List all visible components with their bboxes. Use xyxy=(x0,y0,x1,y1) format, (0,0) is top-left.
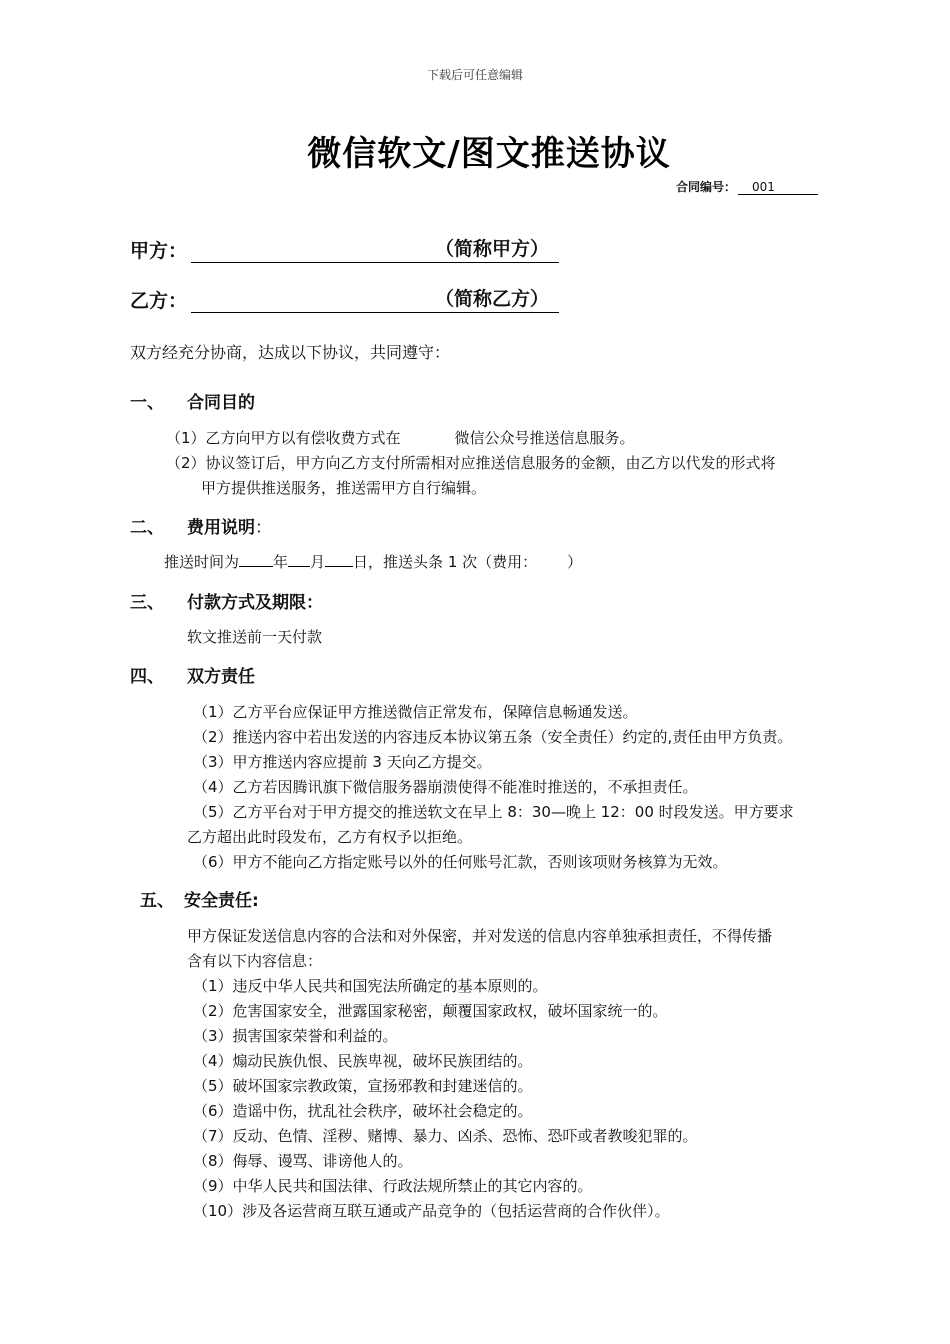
push-fee-close: ） xyxy=(567,553,583,571)
section-3-number: 三、 xyxy=(130,593,164,613)
section-4-heading xyxy=(130,662,255,687)
section-1-title: 合同目的 xyxy=(187,393,255,413)
section-5-number: 五、 xyxy=(140,891,174,911)
section-5-paragraph-line-1: 甲方保证发送信息内容的合法和对外保密，并对发送的信息内容单独承担责任，不得传播 xyxy=(187,927,773,945)
section-3-heading xyxy=(130,588,323,613)
party-a-label: 甲方： xyxy=(130,240,188,262)
section-4-item: （5）乙方平台对于甲方提交的推送软文在早上 8：30—晚上 12：00 时段发送。甲方要求 xyxy=(193,803,794,821)
intro-text: 双方经充分协商，达成以下协议，共同遵守： xyxy=(130,343,451,362)
section-5-item: （4）煽动民族仇恨、民族卑视，破坏民族团结的。 xyxy=(193,1052,533,1070)
push-time-line xyxy=(164,551,582,572)
payment-text: 软文推送前一天付款 xyxy=(187,628,323,646)
contract-number-label: 合同编号： xyxy=(676,180,737,194)
section-5-item: （7）反动、色情、淫秽、赌博、暴力、凶杀、恐怖、恐吓或者教唆犯罪的。 xyxy=(193,1127,698,1145)
section-1-item-1-b: 微信公众号推送信息服务。 xyxy=(454,429,635,447)
push-month-blank xyxy=(288,552,310,567)
section-4-title: 双方责任 xyxy=(187,667,255,687)
document-title: 微信软文/图文推送协议 xyxy=(307,134,671,174)
push-year-label: 年 xyxy=(273,553,289,571)
section-5-item: （1）违反中华人民共和国宪法所确定的基本原则的。 xyxy=(193,977,548,995)
section-5-item: （2）危害国家安全，泄露国家秘密，颠覆国家政权，破坏国家统一的。 xyxy=(193,1002,668,1020)
section-2-colon: ： xyxy=(255,518,272,538)
section-2-number: 二、 xyxy=(130,518,164,538)
contract-number xyxy=(676,178,818,195)
section-4-item-continuation: 乙方超出此时段发布，乙方有权予以拒绝。 xyxy=(187,828,473,846)
push-year-blank xyxy=(239,552,273,567)
section-1-item-2-line-1: （2）协议签订后，甲方向乙方支付所需相对应推送信息服务的金额，由乙方以代发的形式将 xyxy=(166,454,776,472)
section-5-item: （10）涉及各运营商互联互通或产品竞争的（包括运营商的合作伙伴）。 xyxy=(193,1202,670,1220)
section-4-item: （6）甲方不能向乙方指定账号以外的任何账号汇款，否则该项财务核算为无效。 xyxy=(193,853,728,871)
section-5-heading xyxy=(140,886,259,911)
push-day-and-fee: 日，推送头条 1 次（费用： xyxy=(353,553,538,571)
section-5-paragraph-line-2: 含有以下内容信息： xyxy=(187,952,323,970)
section-5-item: （3）损害国家荣誉和利益的。 xyxy=(193,1027,398,1045)
push-month-label: 月 xyxy=(310,553,326,571)
section-4-item: （3）甲方推送内容应提前 3 天向乙方提交。 xyxy=(193,753,492,771)
section-3-title: 付款方式及期限： xyxy=(187,593,323,613)
section-1-item-2-line-2: 甲方提供推送服务，推送需甲方自行编辑。 xyxy=(201,479,487,497)
party-b-label: 乙方： xyxy=(130,290,188,312)
party-b xyxy=(130,286,559,313)
section-1-item-1 xyxy=(166,427,635,448)
section-5-item: （6）造谣中伤，扰乱社会秩序，破坏社会稳定的。 xyxy=(193,1102,533,1120)
section-1-heading xyxy=(130,388,255,413)
section-5-item: （5）破坏国家宗教政策，宣扬邪教和封建迷信的。 xyxy=(193,1077,533,1095)
section-2-heading xyxy=(130,513,272,538)
section-4-item: （1）乙方平台应保证甲方推送微信正常发布，保障信息畅通发送。 xyxy=(193,703,638,721)
section-5-item: （8）侮辱、谩骂、诽谤他人的。 xyxy=(193,1152,413,1170)
section-1-number: 一、 xyxy=(130,393,164,413)
party-a-name-line xyxy=(191,236,559,263)
section-4-number: 四、 xyxy=(130,667,164,687)
section-1-item-1-a: （1）乙方向甲方以有偿收费方式在 xyxy=(166,429,401,447)
party-b-abbr: （简称乙方） xyxy=(435,288,550,310)
push-time-label: 推送时间为 xyxy=(164,553,240,571)
contract-number-value: 001 xyxy=(738,180,818,195)
section-4-item: （4）乙方若因腾讯旗下微信服务器崩溃使得不能准时推送的，不承担责任。 xyxy=(193,778,698,796)
section-4-item: （2）推送内容中若出发送的内容违反本协议第五条（安全责任）约定的,责任由甲方负责。 xyxy=(193,728,793,746)
push-day-blank xyxy=(325,552,353,567)
section-2-title: 费用说明 xyxy=(187,518,255,538)
party-a xyxy=(130,236,559,263)
section-5-title: 安全责任: xyxy=(184,891,259,911)
header-note: 下载后可任意编辑 xyxy=(426,68,523,82)
section-5-item: （9）中华人民共和国法律、行政法规所禁止的其它内容的。 xyxy=(193,1177,593,1195)
party-a-abbr: （简称甲方） xyxy=(435,238,550,260)
party-b-name-line xyxy=(191,286,559,313)
